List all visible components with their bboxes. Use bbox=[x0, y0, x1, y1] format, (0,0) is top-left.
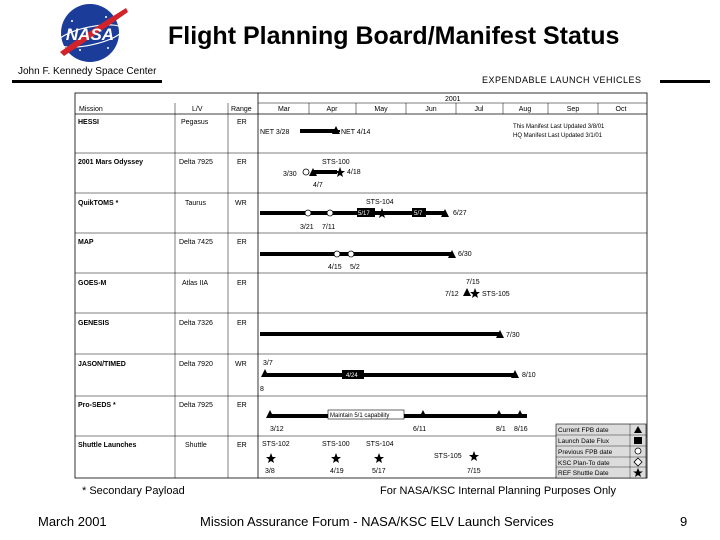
year-label: 2001 bbox=[445, 96, 461, 103]
label-quiktoms-4: 3/21 bbox=[300, 224, 314, 231]
legend-ref: REF Shuttle Date bbox=[558, 470, 609, 477]
legend bbox=[556, 424, 646, 478]
row-range-3: ER bbox=[237, 239, 247, 246]
label-jason-2: 4/24 bbox=[346, 373, 358, 379]
footer-date: March 2001 bbox=[38, 514, 107, 529]
label-shuttle-1: 3/8 bbox=[265, 468, 275, 475]
row-lv-3: Delta 7425 bbox=[179, 239, 213, 246]
row-lv-0: Pegasus bbox=[181, 119, 209, 126]
bar-jason bbox=[266, 373, 514, 377]
secondary-payload-note: * Secondary Payload bbox=[82, 485, 185, 497]
manifest-note-1: This Manifest Last Updated 3/8/01 bbox=[513, 124, 605, 130]
row-range-8: ER bbox=[237, 442, 247, 449]
row-range-5: ER bbox=[237, 320, 247, 327]
row-mission-3: MAP bbox=[78, 239, 94, 246]
row-mission-5: GENESIS bbox=[78, 320, 110, 327]
month-sep: Sep bbox=[566, 106, 580, 113]
label-odyssey-1: 3/30 bbox=[283, 171, 297, 178]
col-header-lv: L/V bbox=[192, 106, 203, 113]
month-may: May bbox=[374, 106, 388, 113]
label-quiktoms-3: 6/27 bbox=[453, 210, 467, 217]
circle-quiktoms-2 bbox=[327, 210, 333, 216]
label-quiktoms-2: 5/7 bbox=[414, 211, 423, 217]
label-map-2: 4/15 bbox=[328, 264, 342, 271]
circle-map-1 bbox=[334, 251, 340, 257]
legend-flux-icon bbox=[634, 437, 642, 444]
row-lv-1: Delta 7925 bbox=[179, 159, 213, 166]
label-shuttle-2: 4/19 bbox=[330, 468, 344, 475]
bar-odyssey bbox=[312, 170, 337, 174]
row-lv-8: Shuttle bbox=[185, 442, 207, 449]
month-mar: Mar bbox=[277, 106, 291, 113]
row-mission-8: Shuttle Launches bbox=[78, 442, 137, 449]
bar-hessi bbox=[300, 129, 336, 133]
label-odyssey-sts: STS-100 bbox=[322, 159, 350, 166]
label-quiktoms-1: 5/17 bbox=[358, 211, 370, 217]
row-range-6: WR bbox=[235, 361, 247, 368]
table-frame bbox=[75, 93, 647, 478]
star-shuttle-2 bbox=[331, 453, 341, 463]
row-range-7: ER bbox=[237, 402, 247, 409]
label-shuttle-sts-104: STS-104 bbox=[366, 441, 394, 448]
label-odyssey-3: 4/7 bbox=[313, 182, 323, 189]
label-shuttle-4: 7/15 bbox=[467, 468, 481, 475]
label-jason-1: 3/7 bbox=[263, 360, 273, 367]
label-jason-4: 8/10 bbox=[522, 372, 536, 379]
row-mission-4: GOES-M bbox=[78, 280, 107, 287]
row-mission-0: HESSI bbox=[78, 119, 100, 126]
internal-use-note: For NASA/KSC Internal Planning Purposes Only bbox=[380, 485, 617, 497]
circle-odyssey bbox=[303, 169, 309, 175]
bar-genesis bbox=[260, 332, 500, 336]
label-map-1: 6/30 bbox=[458, 251, 472, 258]
label-proseds-2: 6/11 bbox=[413, 426, 427, 433]
label-hessi-1: NET 3/28 bbox=[260, 129, 290, 136]
label-proseds-4: 8/16 bbox=[514, 426, 528, 433]
circle-quiktoms-1 bbox=[305, 210, 311, 216]
label-shuttle-sts-102: STS-102 bbox=[262, 441, 290, 448]
star-shuttle-1 bbox=[266, 453, 276, 463]
col-header-mission: Mission bbox=[79, 106, 103, 113]
month-aug: Aug bbox=[518, 106, 532, 113]
row-mission-1: 2001 Mars Odyssey bbox=[78, 159, 143, 166]
legend-current: Current FPB date bbox=[558, 427, 609, 434]
section-label: EXPENDABLE LAUNCH VEHICLES bbox=[482, 75, 642, 85]
legend-flux: Launch Date Flux bbox=[558, 438, 609, 445]
month-jun: Jun bbox=[425, 106, 437, 113]
label-odyssey-2: 4/18 bbox=[347, 169, 361, 176]
subtitle: John F. Kennedy Space Center bbox=[18, 66, 157, 77]
legend-circle-icon bbox=[635, 448, 641, 454]
label-genesis-1: 7/30 bbox=[506, 332, 520, 339]
footer-forum: Mission Assurance Forum - NASA/KSC ELV Launch Services bbox=[200, 514, 554, 529]
star-shuttle-3 bbox=[374, 453, 384, 463]
month-apr: Apr bbox=[326, 106, 338, 113]
nasa-logo-text: NASA bbox=[65, 25, 115, 44]
label-quiktoms-5: 7/11 bbox=[322, 224, 336, 231]
page-title: Flight Planning Board/Manifest Status bbox=[168, 22, 620, 50]
label-quiktoms-sts: STS-104 bbox=[366, 199, 394, 206]
circle-map-2 bbox=[348, 251, 354, 257]
label-map-3: 5/2 bbox=[350, 264, 360, 271]
row-range-4: ER bbox=[237, 280, 247, 287]
row-mission-2: QuikTOMS * bbox=[78, 200, 119, 207]
row-lv-6: Delta 7920 bbox=[179, 361, 213, 368]
label-hessi-2: NET 4/14 bbox=[341, 129, 371, 136]
page-number: 9 bbox=[680, 514, 688, 529]
row-lv-7: Delta 7925 bbox=[179, 402, 213, 409]
label-proseds-3: 8/1 bbox=[496, 426, 506, 433]
triangle-goes bbox=[463, 288, 471, 296]
month-jul: Jul bbox=[474, 106, 484, 113]
row-mission-7: Pro-SEDS * bbox=[78, 402, 116, 409]
legend-plan: KSC Plan-To date bbox=[558, 460, 610, 467]
label-goes-2: 7/12 bbox=[445, 291, 459, 298]
star-quiktoms bbox=[377, 208, 387, 218]
label-shuttle-sts-100: STS-100 bbox=[322, 441, 350, 448]
bar-map bbox=[260, 252, 452, 256]
row-range-0: ER bbox=[237, 119, 247, 126]
row-range-2: WR bbox=[235, 200, 247, 207]
label-goes-1: 7/15 bbox=[466, 279, 480, 286]
legend-previous: Previous FPB date bbox=[558, 449, 613, 456]
label-shuttle-3: 5/17 bbox=[372, 468, 386, 475]
row-range-1: ER bbox=[237, 159, 247, 166]
row-lv-4: Atlas IIA bbox=[182, 280, 209, 287]
star-goes bbox=[470, 288, 480, 298]
row-mission-6: JASON/TIMED bbox=[78, 361, 126, 368]
manifest-note-2: HQ Manifest Last Updated 3/1/01 bbox=[513, 133, 603, 139]
row-lv-2: Taurus bbox=[185, 200, 207, 207]
label-shuttle-sts-105: STS-105 bbox=[434, 453, 462, 460]
star-shuttle-4 bbox=[469, 451, 479, 461]
month-oct: Oct bbox=[615, 106, 627, 113]
star-odyssey bbox=[335, 167, 345, 177]
label-proseds-1: 3/12 bbox=[270, 426, 284, 433]
label-jason-3: 8 bbox=[260, 386, 264, 393]
label-goes-3: STS-105 bbox=[482, 291, 510, 298]
row-lv-5: Delta 7326 bbox=[179, 320, 213, 327]
col-header-range: Range bbox=[231, 106, 252, 113]
label-proseds-maintain: Maintain 5/1 capability bbox=[330, 413, 390, 419]
